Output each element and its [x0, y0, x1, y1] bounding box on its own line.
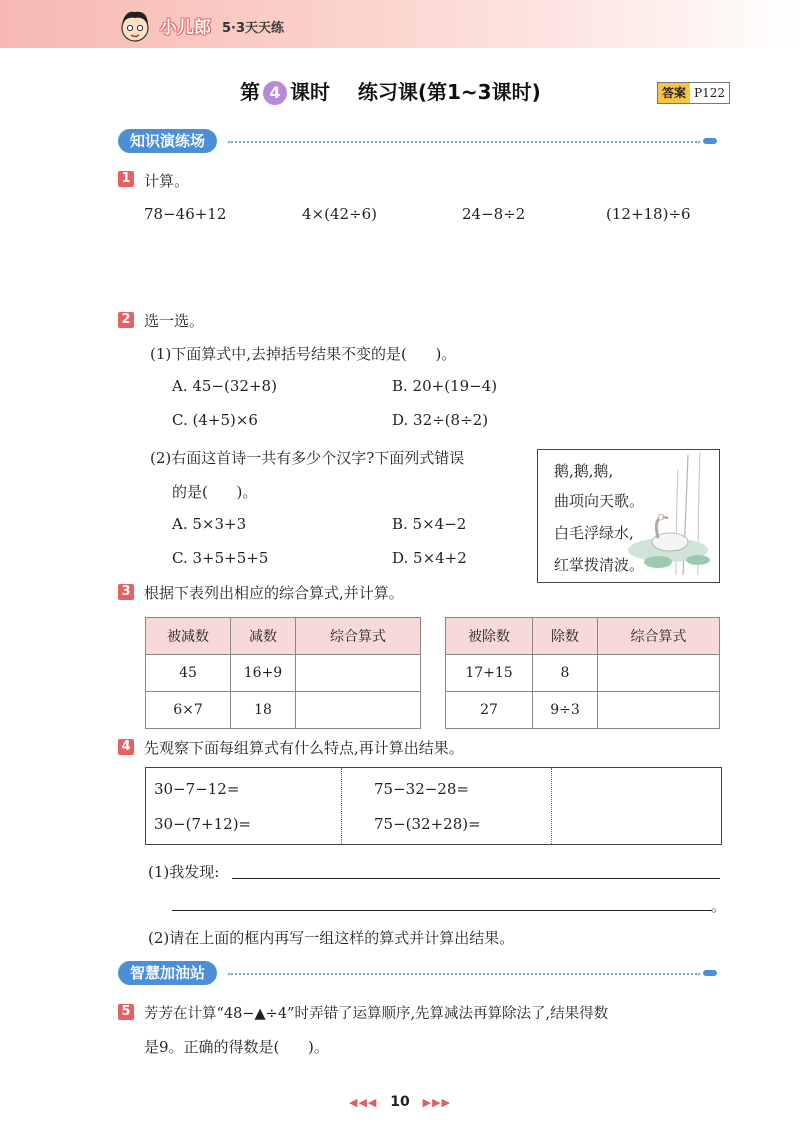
option: C. 3+5+5+5	[172, 549, 269, 567]
subtraction-table	[145, 617, 421, 729]
section-banner-bonus: 智慧加油站	[118, 961, 217, 985]
page-title	[240, 76, 541, 105]
answer-line[interactable]	[232, 878, 720, 879]
expression: 30−(7+12)=	[154, 815, 252, 833]
expression: 24−8÷2	[462, 205, 526, 223]
poem-line: 曲项向天歌。	[554, 492, 645, 510]
banner-divider	[228, 141, 700, 143]
question-text-cont: 是9。正确的得数是( )。	[144, 1038, 329, 1056]
grid-divider	[551, 768, 552, 844]
answer-cell[interactable]	[598, 655, 720, 692]
question-text: 芳芳在计算“48−▲÷4”时弄错了运算顺序,先算减法再算除法了,结果得数	[144, 1006, 609, 1022]
poem-box	[537, 449, 720, 583]
brand-subtitle: 5·3天天练	[222, 21, 285, 36]
expression: (12+18)÷6	[606, 205, 691, 223]
period-mark: 。	[711, 897, 727, 915]
table-header: 综合算式	[296, 618, 421, 655]
expression: 75−(32+28)=	[374, 815, 481, 833]
table-cell: 27	[446, 692, 533, 729]
pen-icon	[703, 970, 717, 976]
answer-line[interactable]	[172, 910, 712, 911]
question-title: 先观察下面每组算式有什么特点,再计算出结果。	[144, 739, 464, 757]
answer-cell[interactable]	[296, 655, 421, 692]
expression: 75−32−28=	[374, 780, 469, 798]
sub-question: (1)下面算式中,去掉括号结果不变的是( )。	[150, 345, 457, 363]
table-header: 除数	[533, 618, 598, 655]
question-title: 计算。	[144, 172, 190, 190]
left-arrows-icon: ◀◀◀	[348, 1096, 378, 1109]
answer-label: 答案	[658, 83, 690, 103]
expression: 4×(42÷6)	[302, 205, 378, 223]
division-table	[445, 617, 720, 729]
sub-question-cont: 的是( )。	[172, 483, 258, 501]
mascot-icon	[115, 6, 155, 46]
lesson-number: 4	[263, 81, 287, 105]
table-header: 综合算式	[598, 618, 720, 655]
option: D. 32÷(8÷2)	[392, 411, 489, 429]
option: D. 5×4+2	[392, 549, 467, 567]
page-footer	[0, 1094, 800, 1110]
option: A. 45−(32+8)	[172, 377, 277, 395]
answer-tag	[657, 82, 730, 104]
sub-question: (2)右面这首诗一共有多少个汉字?下面列式错误	[150, 449, 465, 467]
answer-page: P122	[690, 83, 729, 103]
option: B. 5×4−2	[392, 515, 467, 533]
sub-question: (1)我发现:	[148, 863, 220, 881]
banner-divider	[228, 973, 700, 975]
question-number: 4	[118, 739, 134, 755]
option: C. (4+5)×6	[172, 411, 258, 429]
expression: 78−46+12	[144, 205, 227, 223]
poem-line: 白毛浮绿水,	[554, 524, 634, 542]
question-title: 根据下表列出相应的综合算式,并计算。	[144, 584, 404, 602]
table-cell: 8	[533, 655, 598, 692]
option: A. 5×3+3	[172, 515, 247, 533]
table-cell: 45	[146, 655, 231, 692]
question-number: 3	[118, 584, 134, 600]
page-number: 10	[390, 1094, 410, 1110]
poem-line: 鹅,鹅,鹅,	[554, 462, 614, 480]
question-title: 选一选。	[144, 312, 205, 330]
option: B. 20+(19−4)	[392, 377, 498, 395]
table-header: 被减数	[146, 618, 231, 655]
answer-cell[interactable]	[296, 692, 421, 729]
grid-divider	[341, 768, 342, 844]
pen-icon	[703, 138, 717, 144]
title-prefix: 第	[240, 80, 260, 104]
question-number: 1	[118, 171, 134, 187]
table-header: 减数	[231, 618, 296, 655]
brand-logo: 小儿郎	[160, 18, 211, 38]
table-cell: 6×7	[146, 692, 231, 729]
right-arrows-icon: ▶▶▶	[422, 1096, 451, 1109]
table-cell: 18	[231, 692, 296, 729]
title-suffix: 课时 练习课(第1~3课时)	[290, 80, 541, 104]
section-banner-practice: 知识演练场	[118, 129, 217, 153]
expression: 30−7−12=	[154, 780, 240, 798]
answer-cell[interactable]	[598, 692, 720, 729]
sub-question: (2)请在上面的框内再写一组这样的算式并计算出结果。	[148, 929, 515, 947]
table-cell: 17+15	[446, 655, 533, 692]
poem-line: 红掌拨清波。	[554, 556, 645, 574]
question-number: 5	[118, 1004, 134, 1020]
table-header: 被除数	[446, 618, 533, 655]
expression-grid	[145, 767, 722, 845]
table-cell: 9÷3	[533, 692, 598, 729]
question-number: 2	[118, 312, 134, 328]
table-cell: 16+9	[231, 655, 296, 692]
